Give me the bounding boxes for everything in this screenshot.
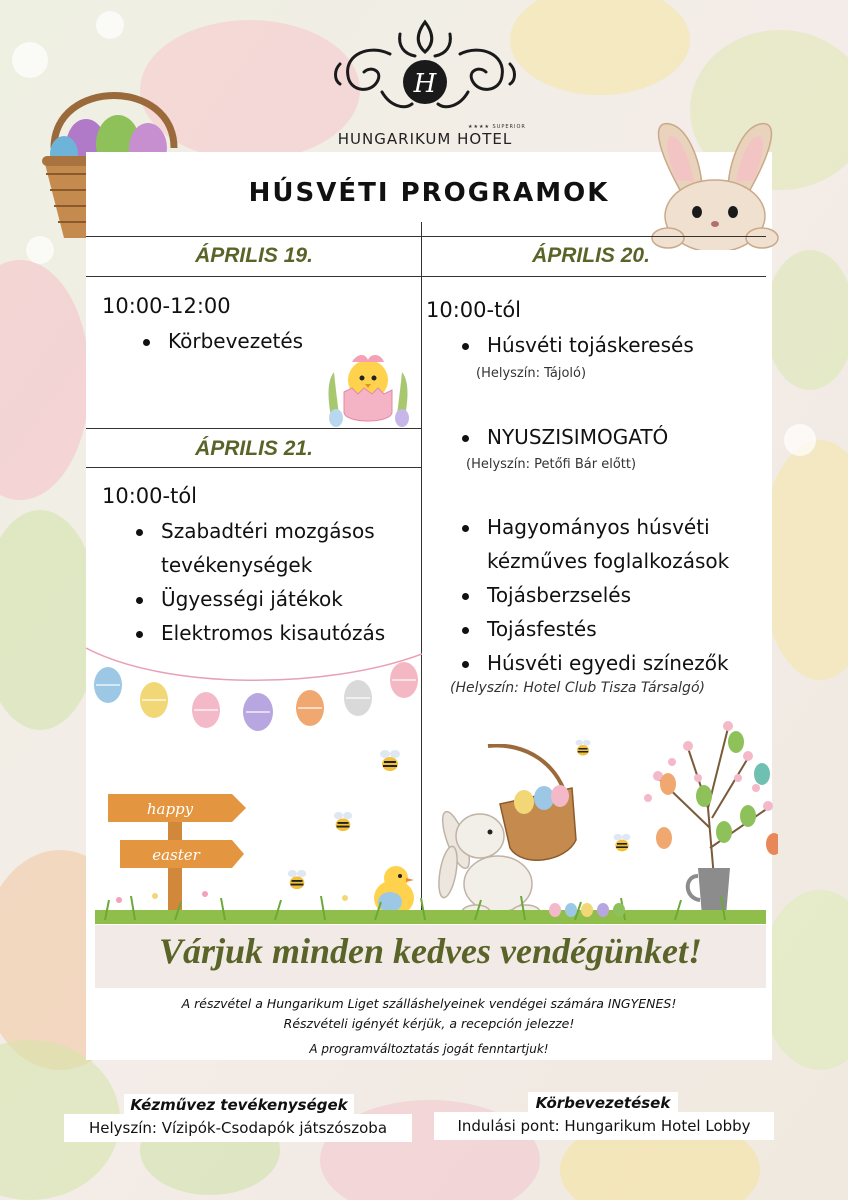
list-item: Szabadtéri mozgásos	[136, 514, 385, 548]
location-note: (Helyszín: Hotel Club Tisza Társalgó)	[450, 680, 705, 696]
hotel-superior: ★★★★ SUPERIOR	[468, 124, 526, 130]
welcome-heading: Várjuk minden kedves vendégünket!	[158, 931, 702, 971]
list-item: Tojásfestés	[462, 612, 729, 646]
table-top-rule	[86, 236, 766, 237]
day-heading-apr19: ÁPRILIS 19.	[195, 244, 313, 267]
list-item: Húsvéti tojáskeresés	[462, 328, 694, 362]
grass-strip	[95, 880, 766, 924]
note-free-entry: A részvétel a Hungarikum Liget szálláshelyeinek vendégei számára INGYENES!	[181, 996, 677, 1011]
list-item-continuation: tevékenységek	[161, 553, 313, 577]
program-list-apr19	[143, 324, 303, 358]
program-list-apr21	[136, 514, 385, 650]
program-list-apr20-c	[462, 510, 729, 680]
chick-in-egg-illustration	[322, 342, 414, 428]
day-heading-apr20: ÁPRILIS 20.	[532, 244, 650, 267]
time-apr21: 10:00-tól	[102, 484, 198, 508]
list-item: NYUSZISIMOGATÓ	[462, 420, 668, 454]
table-header-rule	[86, 276, 766, 277]
hotel-logo	[320, 14, 530, 148]
list-item-continuation: kézműves foglalkozások	[487, 549, 730, 573]
list-item: Körbevezetés	[143, 324, 303, 358]
footer-tour-title: Körbevezetések	[528, 1092, 678, 1114]
bee-icon	[378, 748, 402, 774]
sign-top-text: happy	[146, 800, 194, 818]
time-apr20: 10:00-tól	[426, 298, 522, 322]
program-list-apr20-a	[462, 328, 694, 362]
egg-garland-illustration	[86, 640, 422, 740]
footer-tour-location: Indulási pont: Hungarikum Hotel Lobby	[434, 1112, 774, 1140]
list-item: Tojásberzselés	[462, 578, 729, 612]
table-mid-rule	[86, 428, 422, 429]
footer-craft-location: Helyszín: Vízipók-Csodapók játszószoba	[64, 1114, 412, 1142]
list-item: Elektromos kisautózás	[136, 616, 385, 650]
note-change-rights: A programváltoztatás jogát fenntartjuk!	[309, 1042, 549, 1056]
hotel-name: HUNGARIKUM HOTEL	[337, 130, 513, 148]
location-note: (Helyszín: Tájoló)	[476, 366, 587, 381]
page-title: HÚSVÉTI PROGRAMOK	[248, 178, 610, 208]
list-item: Húsvéti egyedi színezők	[462, 646, 729, 680]
list-item: Ügyességi játékok	[136, 582, 385, 616]
list-item: Hagyományos húsvéti	[462, 510, 729, 544]
day-heading-apr21: ÁPRILIS 21.	[195, 437, 313, 460]
bee-icon	[332, 810, 354, 834]
time-apr19: 10:00-12:00	[102, 294, 231, 318]
hotel-monogram: H	[413, 69, 437, 99]
location-note: (Helyszín: Petőfi Bár előtt)	[466, 457, 637, 472]
sign-bottom-text: easter	[152, 846, 200, 864]
table-mid-header-rule	[86, 467, 422, 468]
program-list-apr20-b	[462, 420, 668, 454]
table-column-divider	[421, 222, 422, 920]
footer-craft-title: Kézművez tevékenységek	[124, 1094, 354, 1116]
note-reception: Részvételi igényét kérjük, a recepción jelezze!	[283, 1016, 575, 1031]
